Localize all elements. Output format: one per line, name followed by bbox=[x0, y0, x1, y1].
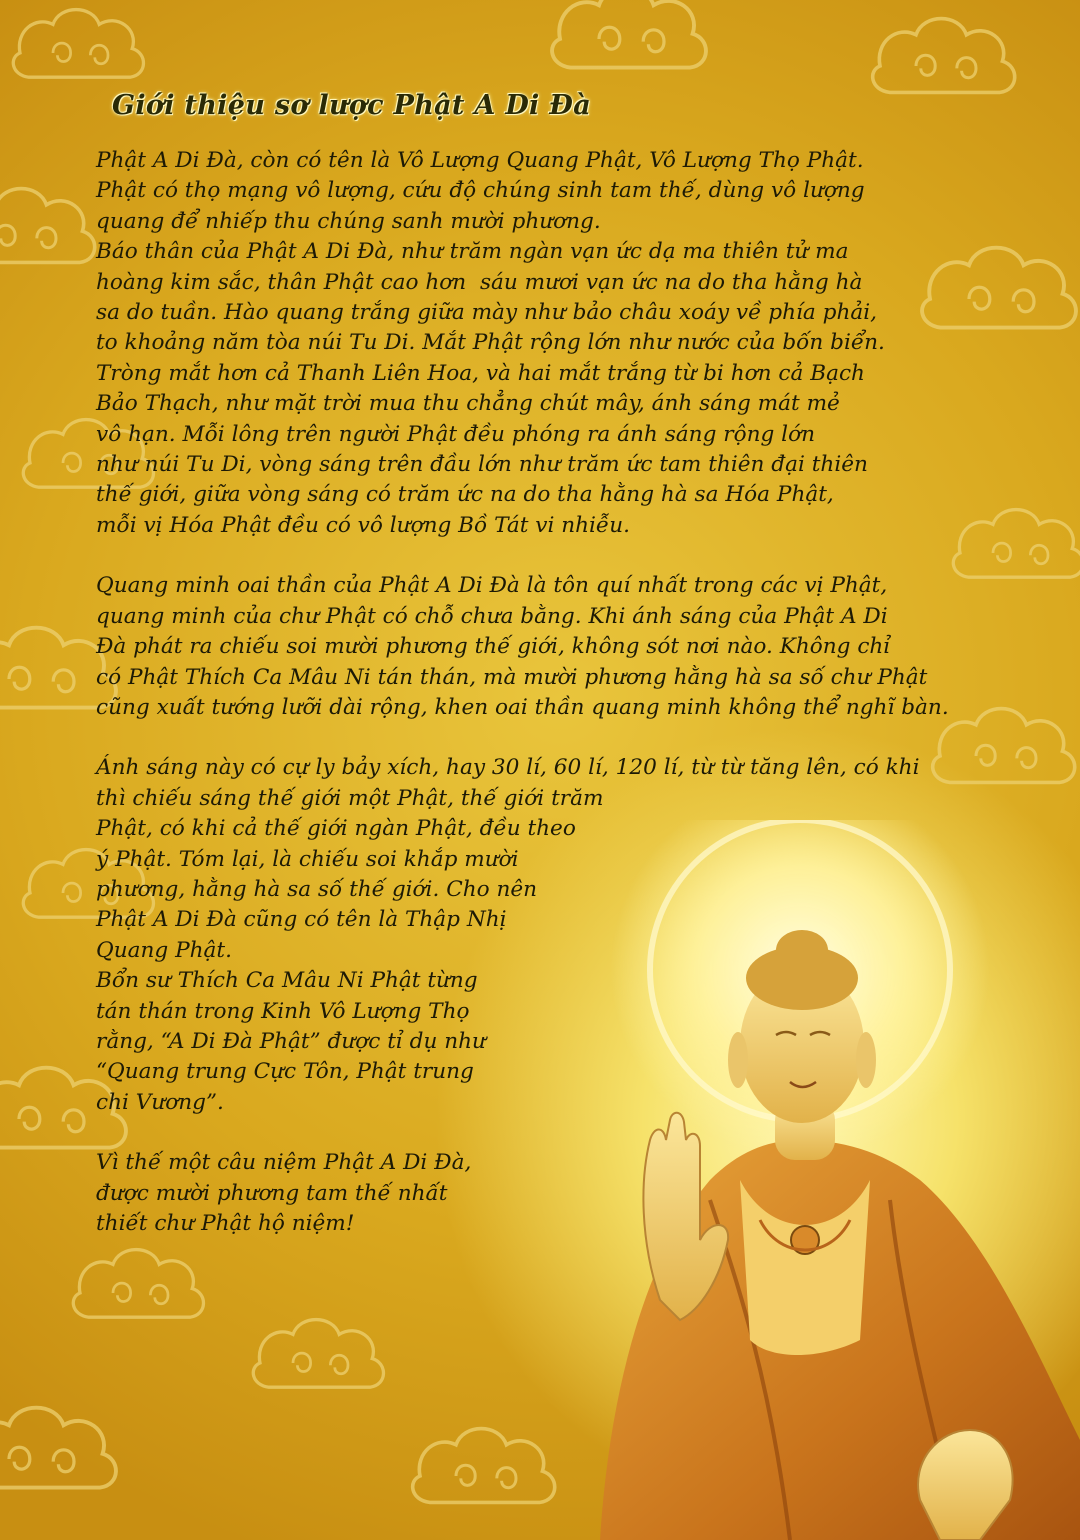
paragraph-4: Vì thế một câu niệm Phật A Di Đà, được mười phương tam thế nhất thiết chư Phật hộ niệm! bbox=[96, 1150, 472, 1236]
paragraph-2: Quang minh oai thần của Phật A Di Đà là tôn quí nhất trong các vị Phật, quang minh của chư Phật có chỗ chưa bằng. Khi ánh sáng của Phật A Di Đà phát ra chiếu soi mười phương thế giới, không sót nơi nào. Không chỉ có Phật Thích Ca Mâu Ni tán thán, mà mười phương hằng hà sa số chư Phật cũng xuất tướng lưỡi dài rộng, khen oai thần quang minh không thể nghĩ bàn. bbox=[96, 573, 949, 720]
paragraph-3: Ánh sáng này có cự ly bảy xích, hay 30 lí, 60 lí, 120 lí, từ từ tăng lên, có khi thì chiếu sáng thế giới một Phật, thế giới trăm Phật, có khi cả thế giới ngàn Phật, đều theo ý Phật. Tóm lại, là chiếu soi khắp mười phương, hằng hà sa số thế giới. Cho nên Phật A Di Đà cũng có tên là Thập Nhị Quang Phật. Bổn sư Thích Ca Mâu Ni Phật từng tán thán trong Kinh Vô Lượng Thọ rằng, “A Di Đà Phật” được tỉ dụ như “Quang trung Cực Tôn, Phật trung chi Vương”. bbox=[96, 755, 920, 1115]
page-title: Giới thiệu sơ lược Phật A Di Đà bbox=[112, 90, 592, 121]
article-body bbox=[96, 146, 1036, 1239]
paragraph-1: Phật A Di Đà, còn có tên là Vô Lượng Quang Phật, Vô Lượng Thọ Phật. Phật có thọ mạng vô lượng, cứu độ chúng sinh tam thế, dùng vô lượng quang để nhiếp thu chúng sanh mười phương. Báo thân của Phật A Di Đà, như trăm ngàn vạn ức dạ ma thiên tử ma hoàng kim sắc, thân Phật cao hơn sáu mươi vạn ức na do tha hằng hà sa do tuần. Hào quang trắng giữa mày như bảo châu xoáy về phía phải, to khoảng năm tòa núi Tu Di. Mắt Phật rộng lớn như nước của bốn biển. Tròng mắt hơn cả Thanh Liên Hoa, và hai mắt trắng từ bi hơn cả Bạch Bảo Thạch, như mặt trời mua thu chẳng chút mây, ánh sáng mát mẻ vô hạn. Mỗi lông trên người Phật đều phóng ra ánh sáng rộng lớn như núi Tu Di, vòng sáng trên đầu lớn như trăm ức tam thiên đại thiên thế giới, giữa vòng sáng có trăm ức na do tha hằng hà sa Hóa Phật, mỗi vị Hóa Phật đều có vô lượng Bồ Tát vi nhiễu. bbox=[96, 148, 885, 538]
